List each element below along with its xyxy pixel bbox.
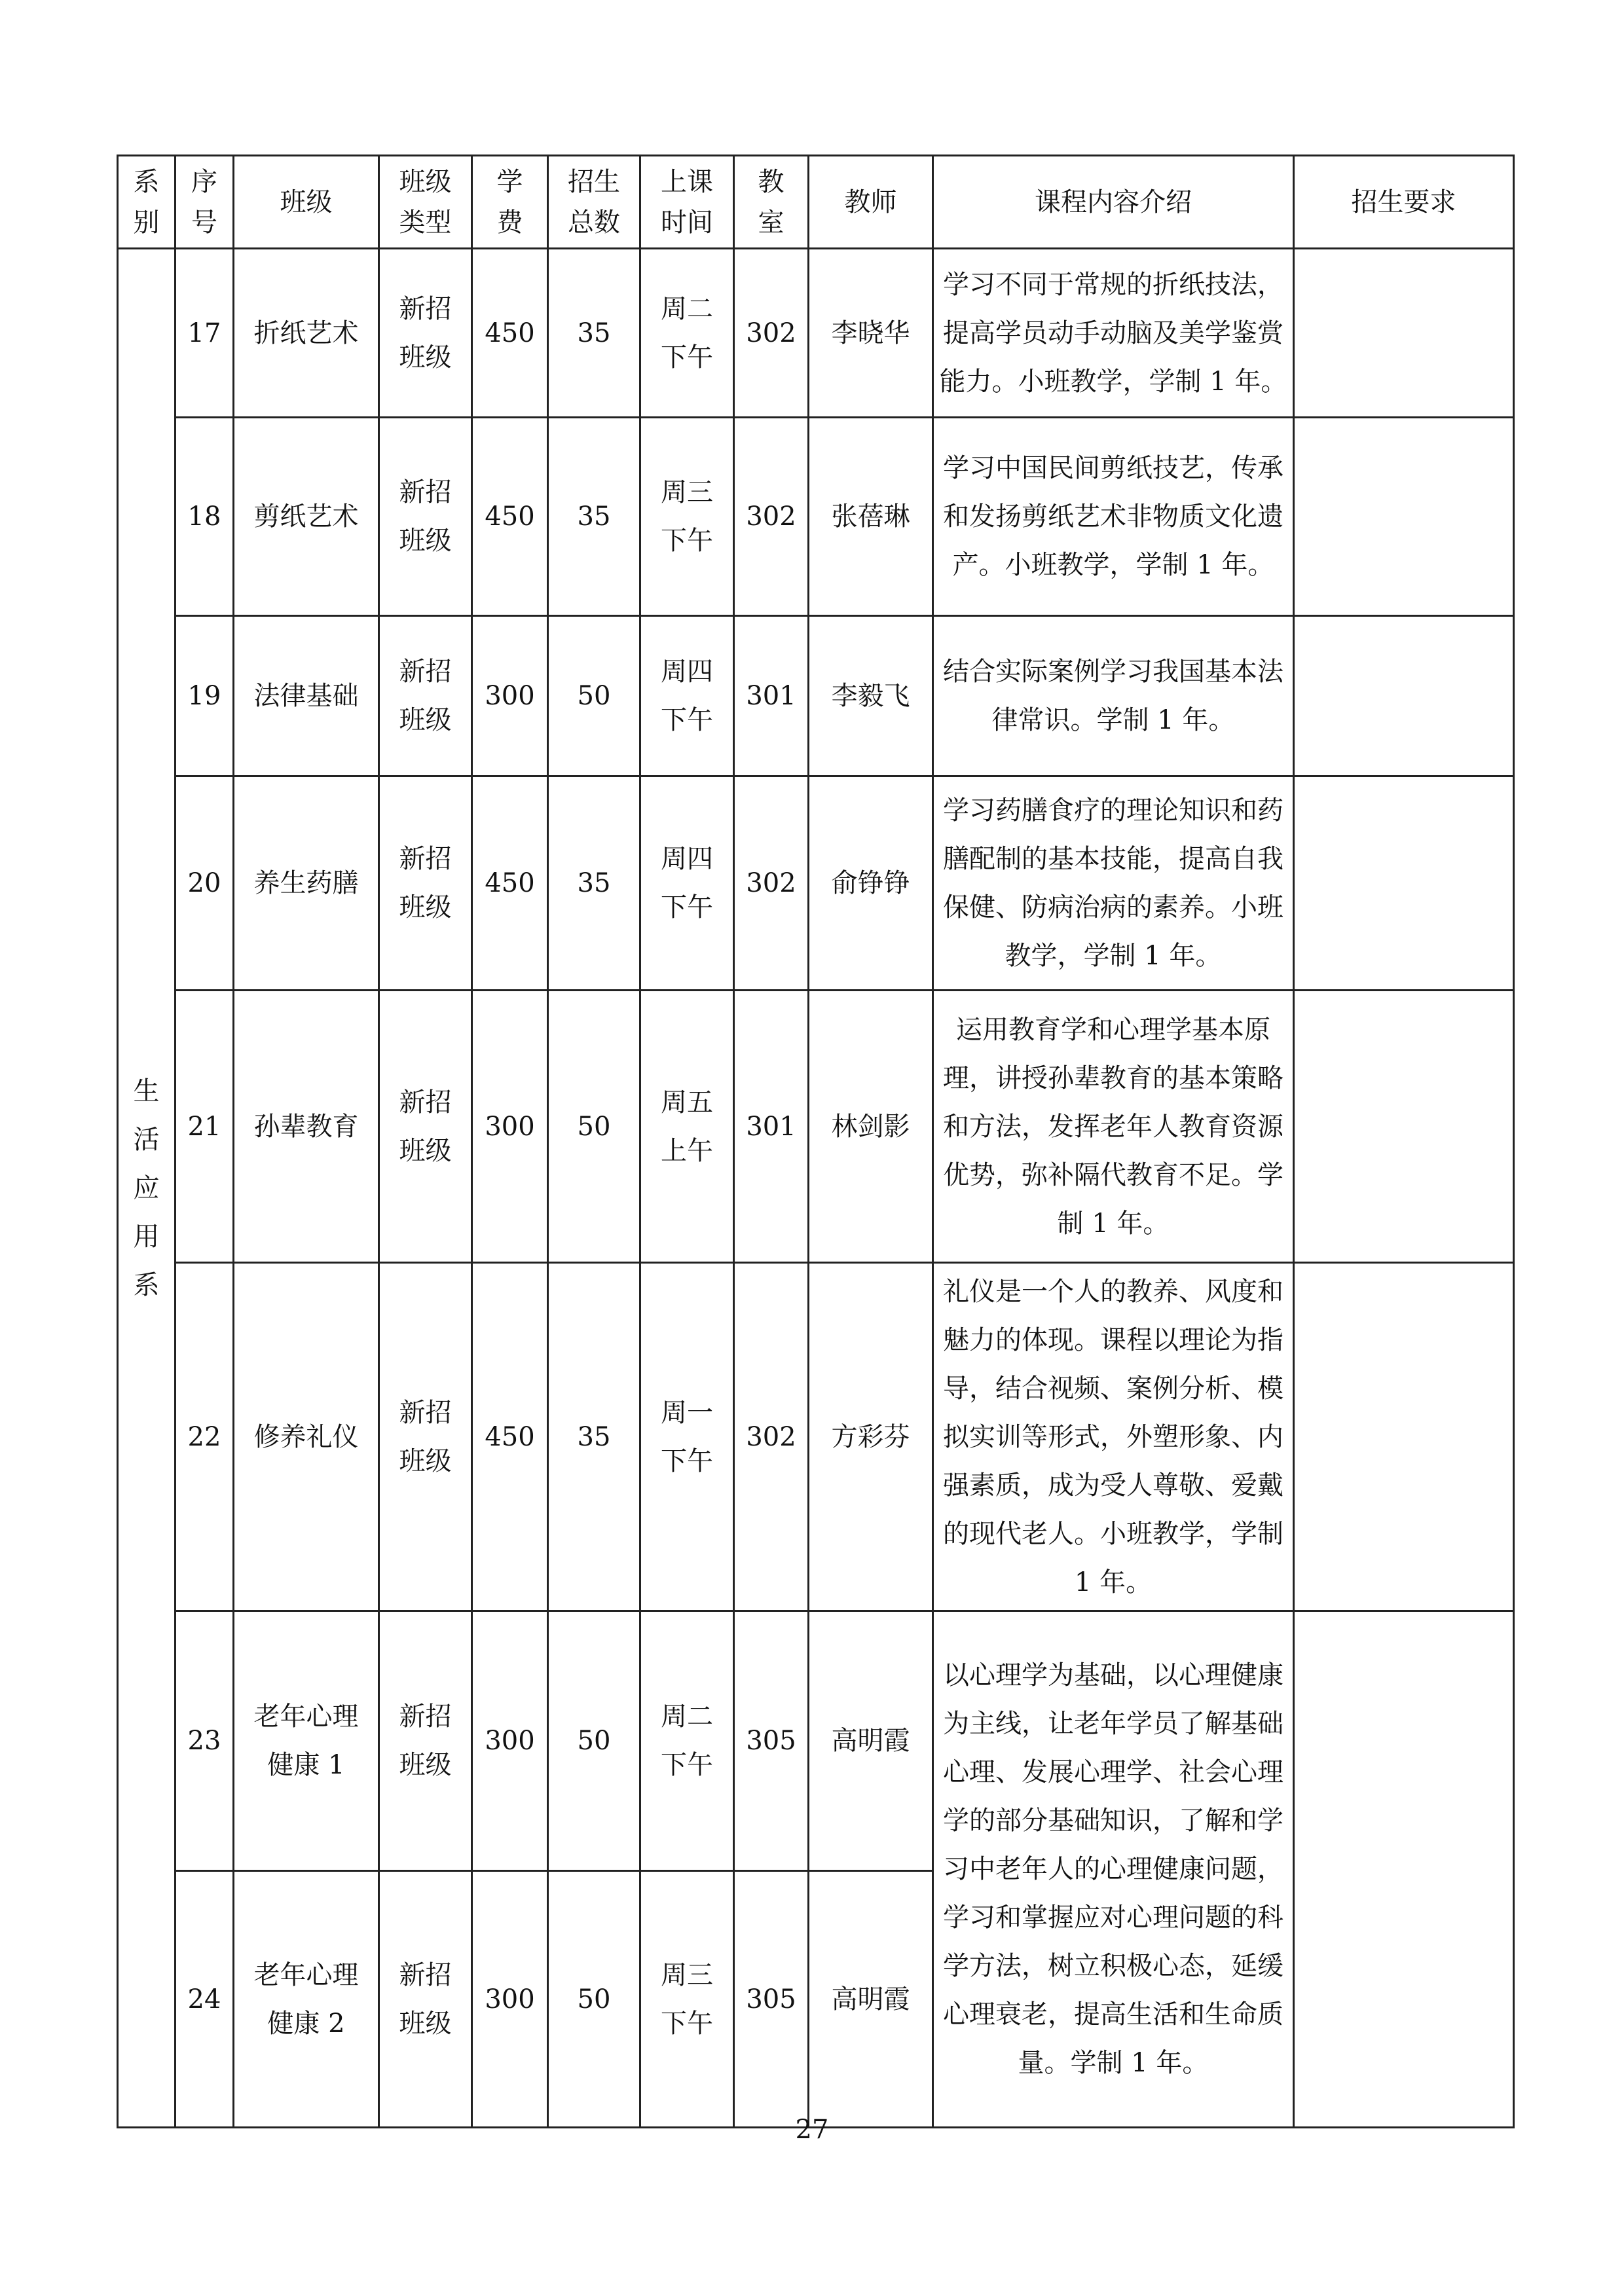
time-cell: 周三 下午	[640, 1871, 734, 2128]
class-cell: 法律基础	[234, 616, 379, 776]
department-cell: 生 活 应 用 系	[118, 249, 175, 2128]
type-cell: 新招 班级	[379, 249, 472, 418]
table-row	[118, 776, 1514, 991]
time-cell: 周二 下午	[640, 249, 734, 418]
time-cell: 周二 下午	[640, 1611, 734, 1871]
time-cell: 周四 下午	[640, 616, 734, 776]
req-cell	[1294, 776, 1514, 991]
req-cell	[1294, 616, 1514, 776]
fee-cell: 300	[472, 1611, 548, 1871]
req-cell	[1294, 1263, 1514, 1611]
seq-cell: 23	[175, 1611, 234, 1871]
seq-cell: 24	[175, 1871, 234, 2128]
header-fee: 学 费	[472, 156, 548, 249]
seq-cell: 18	[175, 418, 234, 616]
intro-cell: 礼仪是一个人的教养、风度和魅力的体现。课程以理论为指导，结合视频、案例分析、模拟实训等形式，外塑形象、内强素质，成为受人尊敬、爱戴的现代老人。小班教学，学制 1 年。	[933, 1263, 1294, 1611]
class-cell: 老年心理 健康 1	[234, 1611, 379, 1871]
header-time: 上课 时间	[640, 156, 734, 249]
intro-cell: 学习不同于常规的折纸技法，提高学员动手动脑及美学鉴赏能力。小班教学，学制 1 年。	[933, 249, 1294, 418]
teacher-cell: 方彩芬	[809, 1263, 933, 1611]
intro-cell-shared: 以心理学为基础，以心理健康为主线，让老年学员了解基础心理、发展心理学、社会心理学的部分基础知识，了解和学习中老年人的心理健康问题，学习和掌握应对心理问题的科学方法，树立积极心态，延缓心理衰老，提高生活和生命质量。学制 1 年。	[933, 1611, 1294, 2128]
course-table	[117, 155, 1515, 2128]
header-row	[118, 156, 1514, 249]
class-cell: 养生药膳	[234, 776, 379, 991]
fee-cell: 450	[472, 776, 548, 991]
class-cell: 折纸艺术	[234, 249, 379, 418]
quota-cell: 50	[548, 991, 640, 1263]
type-cell: 新招 班级	[379, 991, 472, 1263]
fee-cell: 300	[472, 1871, 548, 2128]
table-row	[118, 991, 1514, 1263]
req-cell	[1294, 418, 1514, 616]
req-cell	[1294, 249, 1514, 418]
seq-cell: 20	[175, 776, 234, 991]
quota-cell: 50	[548, 1611, 640, 1871]
header-intro: 课程内容介绍	[933, 156, 1294, 249]
intro-cell: 运用教育学和心理学基本原理，讲授孙辈教育的基本策略和方法，发挥老年人教育资源优势，弥补隔代教育不足。学制 1 年。	[933, 991, 1294, 1263]
fee-cell: 450	[472, 418, 548, 616]
header-class: 班级	[234, 156, 379, 249]
teacher-cell: 高明霞	[809, 1871, 933, 2128]
quota-cell: 50	[548, 616, 640, 776]
teacher-cell: 林剑影	[809, 991, 933, 1263]
table-row	[118, 418, 1514, 616]
room-cell: 301	[734, 616, 809, 776]
time-cell: 周四 下午	[640, 776, 734, 991]
quota-cell: 35	[548, 249, 640, 418]
room-cell: 302	[734, 1263, 809, 1611]
seq-cell: 22	[175, 1263, 234, 1611]
type-cell: 新招 班级	[379, 1263, 472, 1611]
room-cell: 302	[734, 776, 809, 991]
room-cell: 305	[734, 1611, 809, 1871]
quota-cell: 35	[548, 1263, 640, 1611]
header-type: 班级 类型	[379, 156, 472, 249]
header-dept: 系 别	[118, 156, 175, 249]
table-row	[118, 249, 1514, 418]
fee-cell: 300	[472, 991, 548, 1263]
class-cell: 剪纸艺术	[234, 418, 379, 616]
intro-cell: 学习中国民间剪纸技艺，传承和发扬剪纸艺术非物质文化遗产。小班教学，学制 1 年。	[933, 418, 1294, 616]
type-cell: 新招 班级	[379, 1871, 472, 2128]
room-cell: 305	[734, 1871, 809, 2128]
teacher-cell: 李晓华	[809, 249, 933, 418]
teacher-cell: 李毅飞	[809, 616, 933, 776]
header-req: 招生要求	[1294, 156, 1514, 249]
quota-cell: 50	[548, 1871, 640, 2128]
room-cell: 302	[734, 418, 809, 616]
quota-cell: 35	[548, 776, 640, 991]
class-cell: 修养礼仪	[234, 1263, 379, 1611]
class-cell: 老年心理 健康 2	[234, 1871, 379, 2128]
time-cell: 周三 下午	[640, 418, 734, 616]
header-quota: 招生 总数	[548, 156, 640, 249]
intro-cell: 结合实际案例学习我国基本法律常识。学制 1 年。	[933, 616, 1294, 776]
header-room: 教 室	[734, 156, 809, 249]
type-cell: 新招 班级	[379, 776, 472, 991]
page-number: 27	[795, 2115, 829, 2145]
req-cell	[1294, 991, 1514, 1263]
room-cell: 301	[734, 991, 809, 1263]
room-cell: 302	[734, 249, 809, 418]
teacher-cell: 高明霞	[809, 1611, 933, 1871]
time-cell: 周五 上午	[640, 991, 734, 1263]
quota-cell: 35	[548, 418, 640, 616]
req-cell	[1294, 1611, 1514, 2128]
type-cell: 新招 班级	[379, 616, 472, 776]
header-seq: 序 号	[175, 156, 234, 249]
header-teacher: 教师	[809, 156, 933, 249]
seq-cell: 21	[175, 991, 234, 1263]
table-row	[118, 1611, 1514, 1871]
class-cell: 孙辈教育	[234, 991, 379, 1263]
teacher-cell: 张蓓琳	[809, 418, 933, 616]
table-row	[118, 616, 1514, 776]
seq-cell: 17	[175, 249, 234, 418]
fee-cell: 300	[472, 616, 548, 776]
seq-cell: 19	[175, 616, 234, 776]
teacher-cell: 俞铮铮	[809, 776, 933, 991]
fee-cell: 450	[472, 249, 548, 418]
time-cell: 周一 下午	[640, 1263, 734, 1611]
intro-cell: 学习药膳食疗的理论知识和药膳配制的基本技能，提高自我保健、防病治病的素养。小班教学，学制 1 年。	[933, 776, 1294, 991]
fee-cell: 450	[472, 1263, 548, 1611]
type-cell: 新招 班级	[379, 1611, 472, 1871]
type-cell: 新招 班级	[379, 418, 472, 616]
table-row	[118, 1263, 1514, 1611]
